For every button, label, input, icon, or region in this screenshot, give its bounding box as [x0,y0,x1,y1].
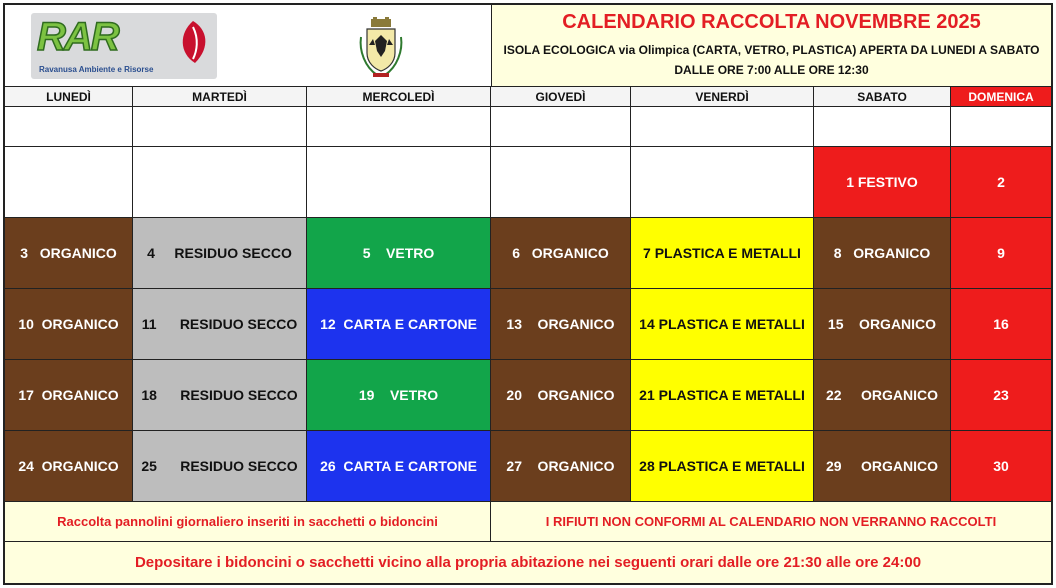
municipal-crest-icon [355,17,407,81]
calendar-day-cell: 29 ORGANICO [814,431,951,502]
title-header-cell [491,5,1051,87]
calendar-cell-empty [5,147,133,218]
calendar-cell-empty [951,107,1051,147]
calendar-day-cell: 25 RESIDUO SECCO [133,431,307,502]
isola-ecologica-hours: DALLE ORE 7:00 ALLE ORE 12:30 [674,63,869,77]
calendar-cell-empty [491,147,631,218]
calendar-day-cell: 16 [951,289,1051,360]
calendar-day-cell: 11 RESIDUO SECCO [133,289,307,360]
rar-logo [31,13,217,79]
calendar-day-cell: 8 ORGANICO [814,218,951,289]
calendar-day-cell: 9 [951,218,1051,289]
calendar-cell-empty [631,107,814,147]
calendar-cell-empty [491,107,631,147]
calendar-day-cell: 27 ORGANICO [491,431,631,502]
calendar-cell-empty [5,107,133,147]
calendar-day-cell: 15 ORGANICO [814,289,951,360]
calendar-day-cell: 12 CARTA E CARTONE [307,289,491,360]
calendar-day-cell: 10 ORGANICO [5,289,133,360]
logo-letters: RAR [37,15,118,59]
calendar-day-cell: 30 [951,431,1051,502]
calendar-day-cell: 5 VETRO [307,218,491,289]
calendar-day-cell: 19 VETRO [307,360,491,431]
leaf-icon [173,19,213,65]
deposit-hours-note: Depositare i bidoncini o sacchetti vicino alla propria abitazione nei seguenti orari dalle ore 21:30 alle ore 24:00 [5,542,1051,583]
calendar-day-cell: 18 RESIDUO SECCO [133,360,307,431]
calendar-day-cell: 14 PLASTICA E METALLI [631,289,814,360]
calendar-day-cell: 1 FESTIVO [814,147,951,218]
logo-tagline: Ravanusa Ambiente e Risorse [39,65,154,74]
calendar-cell-empty [133,147,307,218]
weekday-header-row [5,87,1051,107]
calendar-day-cell: 13 ORGANICO [491,289,631,360]
calendar-cell-empty [814,107,951,147]
calendar-cell-empty [307,107,491,147]
calendar-cell-empty [133,107,307,147]
day-header-friday: VENERDÌ [631,87,814,107]
calendar-day-cell: 23 [951,360,1051,431]
calendar-cell-empty [631,147,814,218]
pannolini-note: Raccolta pannolini giornaliero inseriti in sacchetti o bidoncini [5,502,491,542]
day-header-saturday: SABATO [814,87,951,107]
calendar-day-cell: 4 RESIDUO SECCO [133,218,307,289]
day-header-thursday: GIOVEDÌ [491,87,631,107]
day-header-tuesday: MARTEDÌ [133,87,307,107]
calendar-title: CALENDARIO RACCOLTA NOVEMBRE 2025 [562,11,981,33]
calendar-sheet [3,3,1053,585]
calendar-day-cell: 21 PLASTICA E METALLI [631,360,814,431]
day-header-monday: LUNEDÌ [5,87,133,107]
calendar-day-cell: 17 ORGANICO [5,360,133,431]
calendar-day-cell: 24 ORGANICO [5,431,133,502]
calendar-day-cell: 3 ORGANICO [5,218,133,289]
isola-ecologica-info: ISOLA ECOLOGICA via Olimpica (CARTA, VETRO, PLASTICA) APERTA DA LUNEDI A SABATO [503,43,1040,57]
calendar-day-cell: 6 ORGANICO [491,218,631,289]
calendar-day-cell: 26 CARTA E CARTONE [307,431,491,502]
non-conformi-note: I RIFIUTI NON CONFORMI AL CALENDARIO NON VERRANNO RACCOLTI [491,502,1051,542]
day-header-wednesday: MERCOLEDÌ [307,87,491,107]
calendar-day-cell: 22 ORGANICO [814,360,951,431]
calendar-day-cell: 20 ORGANICO [491,360,631,431]
calendar-cell-empty [307,147,491,218]
day-header-sunday: DOMENICA [951,87,1051,107]
calendar-day-cell: 2 [951,147,1051,218]
calendar-day-cell: 28 PLASTICA E METALLI [631,431,814,502]
logo-header-cell [5,5,491,87]
calendar-day-cell: 7 PLASTICA E METALLI [631,218,814,289]
